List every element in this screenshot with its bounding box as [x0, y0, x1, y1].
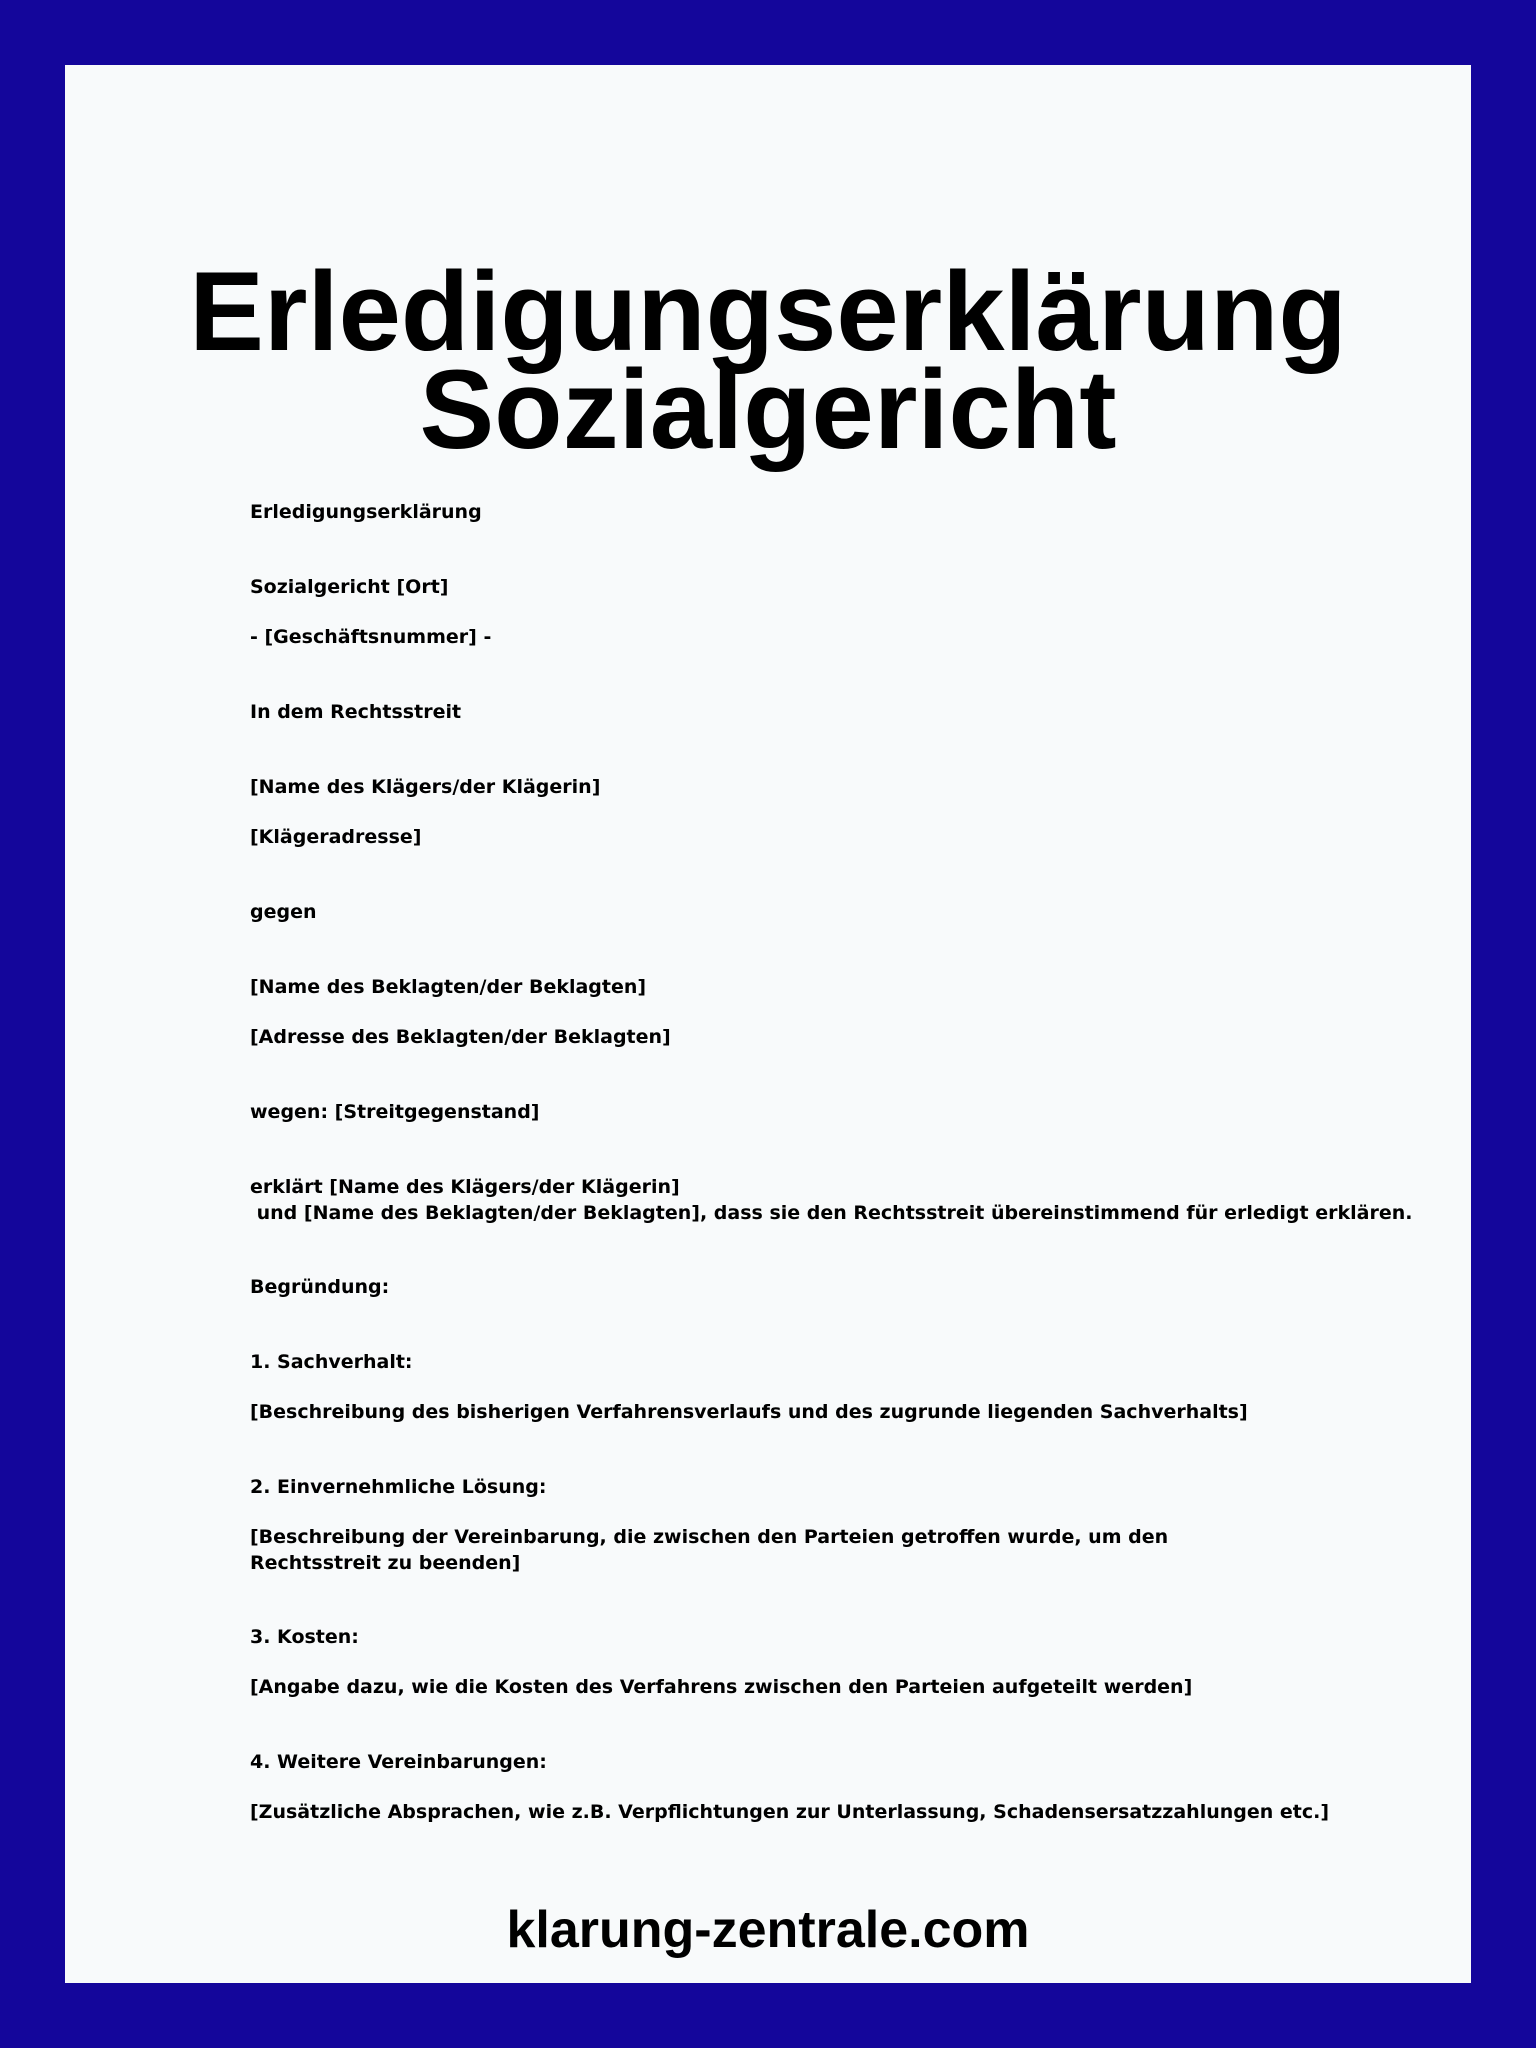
intro-line: In dem Rechtsstreit [250, 701, 462, 723]
declaration-line-2: und [Name des Beklagten/der Beklagten], dass sie den Rechtsstreit übereinstimmend für erledigt erklären. [250, 1202, 1413, 1224]
section-1-text: [Beschreibung des bisherigen Verfahrensverlaufs und des zugrunde liegenden Sachverhalts] [250, 1401, 1248, 1423]
document-page [65, 65, 1471, 1983]
defendant-name: [Name des Beklagten/der Beklagten] [250, 976, 647, 998]
court-line: Sozialgericht [Ort] [250, 576, 449, 598]
defendant-address: [Adresse des Beklagten/der Beklagten] [250, 1026, 671, 1048]
footer-site: klarung-zentrale.com [506, 1901, 1030, 1959]
section-3-heading: 3. Kosten: [250, 1626, 359, 1648]
declaration-line-1: erklärt [Name des Klägers/der Klägerin] [250, 1176, 680, 1198]
section-4-heading: 4. Weitere Vereinbarungen: [250, 1751, 547, 1773]
reasons-heading: Begründung: [250, 1276, 390, 1298]
section-1-heading: 1. Sachverhalt: [250, 1351, 413, 1373]
title-line-2: Sozialgericht [419, 347, 1117, 472]
document-title [65, 249, 1471, 472]
section-4-text: [Zusätzliche Absprachen, wie z.B. Verpflichtungen zur Unterlassung, Schadensersatzzahlungen etc.] [250, 1801, 1330, 1823]
subject-line: wegen: [Streitgegenstand] [250, 1101, 540, 1123]
against-line: gegen [250, 901, 317, 923]
case-number: - [Geschäftsnummer] - [250, 626, 492, 648]
plaintiff-name: [Name des Klägers/der Klägerin] [250, 776, 601, 798]
section-3-text: [Angabe dazu, wie die Kosten des Verfahrens zwischen den Parteien aufgeteilt werden] [250, 1676, 1193, 1698]
section-2-heading: 2. Einvernehmliche Lösung: [250, 1476, 547, 1498]
plaintiff-address: [Klägeradresse] [250, 826, 422, 848]
title-line-1: Erledigungserklärung [189, 249, 1347, 374]
section-2-text: [Beschreibung der Vereinbarung, die zwischen den Parteien getroffen wurde, um den Rechtsstreit zu beenden] [250, 1526, 1169, 1574]
heading: Erledigungserklärung [250, 501, 482, 523]
